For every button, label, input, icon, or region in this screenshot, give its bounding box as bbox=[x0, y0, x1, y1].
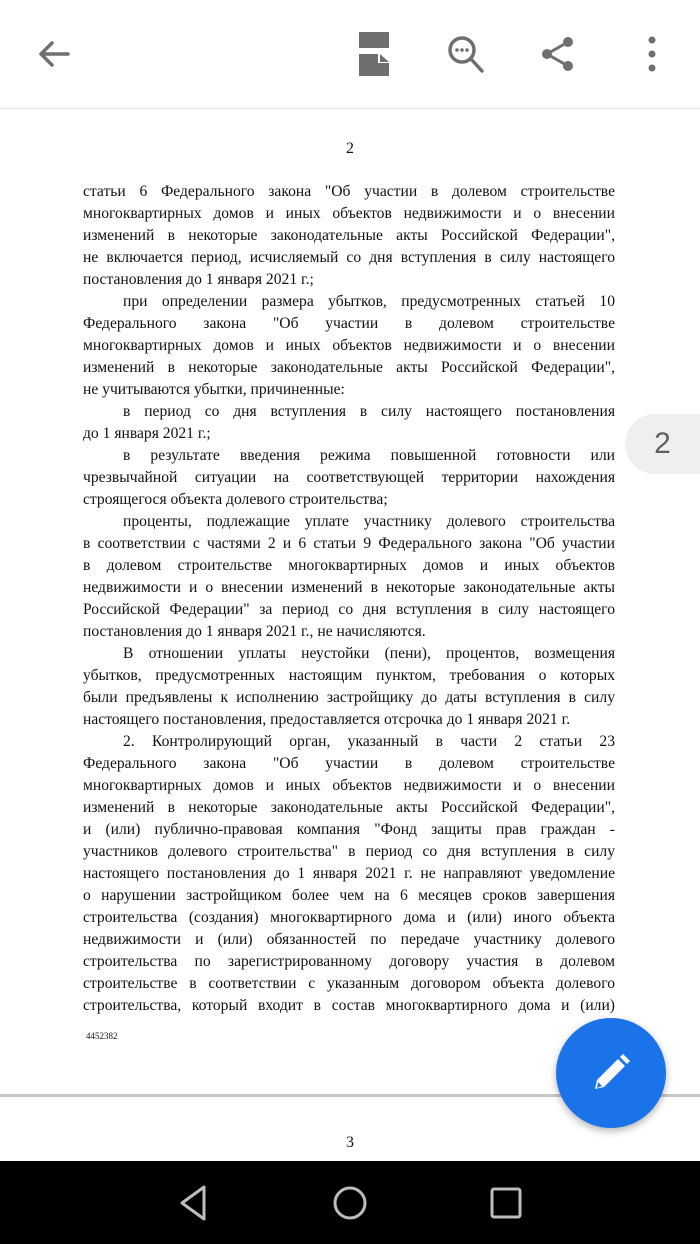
document-paragraph bbox=[83, 643, 615, 731]
page-indicator-label: 2 bbox=[654, 427, 671, 460]
document-line: многоквартирных домов и иных объектов недвижимости и о внесении bbox=[83, 337, 615, 354]
page-indicator[interactable] bbox=[625, 414, 700, 474]
document-line: в соответствии с частями 2 и 6 статьи 9 Федерального закона "Об участии bbox=[83, 535, 615, 552]
document-line: в период со дня вступления в силу настоящего постановления bbox=[123, 403, 615, 420]
top-app-bar bbox=[0, 0, 700, 109]
document-line: изменений в некоторые законодательные акты Российской Федерации", bbox=[83, 227, 615, 244]
more-options-button[interactable] bbox=[622, 24, 682, 84]
document-paragraph bbox=[83, 401, 615, 445]
edit-pencil-icon bbox=[589, 1051, 633, 1095]
document-line: статьи 6 Федерального закона "Об участии в долевом строительстве bbox=[83, 183, 615, 200]
document-line: строительства (создания) многоквартирного дома и (или) иного объекта bbox=[83, 909, 615, 926]
document-line: проценты, подлежащие уплате участнику долевого строительства bbox=[123, 513, 615, 530]
document-paragraph bbox=[83, 181, 615, 291]
page-number-top: 2 bbox=[346, 140, 354, 157]
nav-back-button[interactable] bbox=[163, 1173, 223, 1233]
document-line: изменений в некоторые законодательные акты Российской Федерации", bbox=[83, 799, 615, 816]
document-line: были предъявлены к исполнению застройщику до даты вступления в силу bbox=[83, 689, 615, 706]
page-layout-button[interactable] bbox=[344, 24, 404, 84]
document-line: в результате введения режима повышенной готовности или bbox=[123, 447, 615, 464]
document-line: чрезвычайной ситуации на соответствующей территории нахождения bbox=[83, 469, 615, 486]
document-line: 2. Контролирующий орган, указанный в части 2 статьи 23 bbox=[123, 733, 615, 750]
find-in-page-icon bbox=[446, 34, 486, 74]
document-line: изменений в некоторые законодательные акты Российской Федерации", bbox=[83, 359, 615, 376]
nav-back-icon bbox=[176, 1183, 210, 1223]
document-line: недвижимости и (или) обязанностей по передаче участнику долевого bbox=[83, 931, 615, 948]
system-navigation-bar bbox=[0, 1161, 700, 1244]
nav-recents-button[interactable] bbox=[476, 1173, 536, 1233]
nav-home-button[interactable] bbox=[320, 1173, 380, 1233]
document-line: настоящего постановления до 1 января 2021 г. не направляют уведомление bbox=[83, 865, 615, 882]
document-line: в долевом строительстве многоквартирных домов и иных объектов bbox=[83, 557, 615, 574]
document-line: строительства, который входит в состав многоквартирного дома и (или) bbox=[83, 997, 615, 1014]
document-line: убытков, предусмотренных настоящим пунктом, требования о которых bbox=[83, 667, 615, 684]
find-in-page-button[interactable] bbox=[436, 24, 496, 84]
page-number-next: 3 bbox=[346, 1134, 354, 1151]
document-line: многоквартирных домов и иных объектов недвижимости и о внесении bbox=[83, 777, 615, 794]
document-line: и (или) публично-правовая компания "Фонд защиты прав граждан - bbox=[83, 821, 615, 838]
document-paragraph bbox=[83, 731, 615, 1017]
document-line: постановления до 1 января 2021 г.; bbox=[83, 271, 314, 288]
document-line: настоящего постановления, предоставляется отсрочка до 1 января 2021 г. bbox=[83, 711, 571, 728]
document-line: о нарушении застройщиком более чем на 6 месяцев сроков завершения bbox=[83, 887, 615, 904]
document-line: недвижимости и о внесении изменений в некоторые законодательные акты bbox=[83, 579, 615, 596]
document-line: строительства по зарегистрированному договору участия в долевом bbox=[83, 953, 615, 970]
document-line: В отношении уплаты неустойки (пени), процентов, возмещения bbox=[123, 645, 615, 662]
share-button[interactable] bbox=[528, 24, 588, 84]
document-line: Федерального закона "Об участии в долевом строительстве bbox=[83, 755, 615, 772]
back-button[interactable] bbox=[24, 24, 84, 84]
share-icon bbox=[538, 34, 578, 74]
document-line: при определении размера убытков, предусмотренных статьей 10 bbox=[123, 293, 615, 310]
nav-recents-icon bbox=[486, 1183, 526, 1223]
document-line: строительстве в соответствии с указанным договором объекта долевого bbox=[83, 975, 615, 992]
edit-fab-button[interactable] bbox=[556, 1018, 666, 1128]
document-paragraph bbox=[83, 511, 615, 643]
document-line: постановления до 1 января 2021 г., не начисляются. bbox=[83, 623, 426, 640]
document-id: 4452382 bbox=[86, 1031, 118, 1041]
nav-home-icon bbox=[330, 1183, 370, 1223]
document-paragraph bbox=[83, 445, 615, 511]
arrow-back-icon bbox=[34, 34, 74, 74]
more-vert-icon bbox=[642, 34, 662, 74]
document-line: не включается период, исчисляемый со дня вступления в силу настоящего bbox=[83, 249, 615, 266]
document-line: Российской Федерации" за период со дня вступления в силу настоящего bbox=[83, 601, 615, 618]
document-line: строящегося объекта долевого строительства; bbox=[83, 491, 388, 508]
document-line: участников долевого строительства" в период со дня вступления в силу bbox=[83, 843, 615, 860]
document-body bbox=[83, 181, 615, 1017]
page-layout-icon bbox=[357, 32, 391, 76]
document-paragraph bbox=[83, 291, 615, 401]
document-line: Федерального закона "Об участии в долевом строительстве bbox=[83, 315, 615, 332]
document-line: до 1 января 2021 г.; bbox=[83, 425, 211, 442]
document-line: многоквартирных домов и иных объектов недвижимости и о внесении bbox=[83, 205, 615, 222]
document-line: не учитываются убытки, причиненные: bbox=[83, 381, 345, 398]
